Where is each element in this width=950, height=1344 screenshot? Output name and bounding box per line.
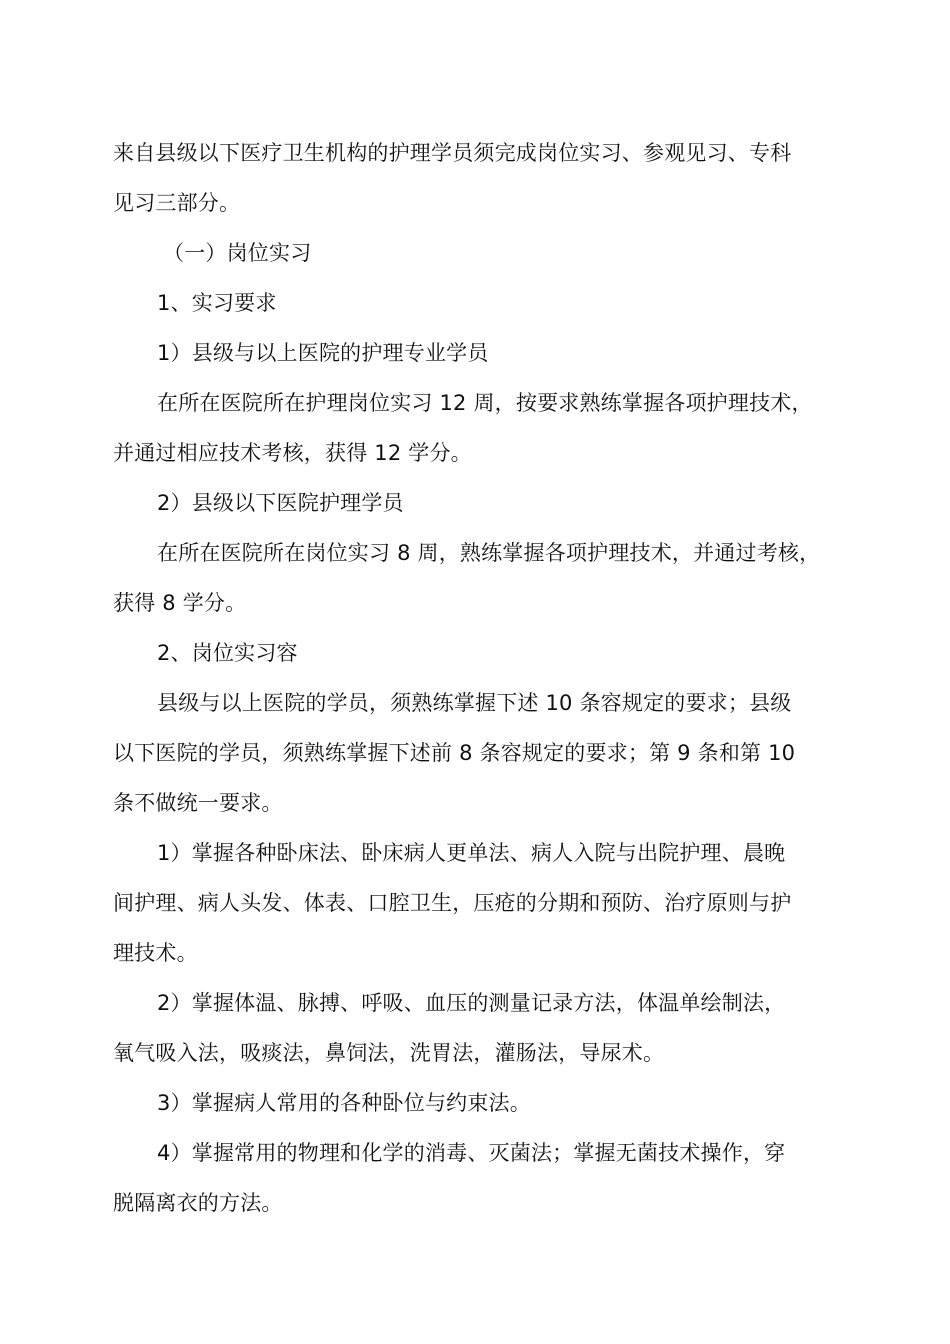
- subheading-internship-content: [113, 628, 843, 678]
- paragraph-intro: [113, 128, 843, 228]
- list-item-4: [113, 1128, 843, 1228]
- text-line: 2）掌握体温、脉搏、呼吸、血压的测量记录方法，体温单绘制法，: [157, 991, 786, 1015]
- text-line: 氧气吸入法，吸痰法，鼻饲法，洗胃法，灌肠法，导尿术。: [113, 1041, 665, 1065]
- text-line: 在所在医院所在护理岗位实习 12 周，按要求熟练掌握各项护理技术，: [157, 391, 813, 415]
- text-line: 4）掌握常用的物理和化学的消毒、灭菌法；掌握无菌技术操作，穿: [157, 1141, 786, 1165]
- text-line: 在所在医院所在岗位实习 8 周，熟练掌握各项护理技术，并通过考核，: [157, 541, 821, 565]
- text-line: 见习三部分。: [113, 191, 241, 215]
- text-line: 条不做统一要求。: [113, 791, 283, 815]
- paragraph-content-requirements: [113, 678, 843, 828]
- document-body: [113, 128, 843, 1228]
- text-line: 并通过相应技术考核，获得 12 学分。: [113, 441, 472, 465]
- text-line: 来自县级以下医疗卫生机构的护理学员须完成岗位实习、参观见习、专科: [113, 141, 792, 165]
- text-line: 1、实习要求: [157, 291, 277, 315]
- paragraph-below-county-detail: [113, 528, 843, 628]
- item-heading-county-and-above: [113, 328, 843, 378]
- text-line: 1）县级与以上医院的护理专业学员: [157, 341, 489, 365]
- text-line: 获得 8 学分。: [113, 591, 247, 615]
- text-line: （一）岗位实习: [163, 241, 312, 265]
- text-line: 理技术。: [113, 941, 198, 965]
- list-item-2: [113, 978, 843, 1078]
- section-heading-job-internship: [113, 228, 843, 278]
- text-line: 脱隔离衣的方法。: [113, 1191, 283, 1215]
- text-line: 县级与以上医院的学员，须熟练掌握下述 10 条容规定的要求；县级: [157, 691, 792, 715]
- item-heading-below-county: [113, 478, 843, 528]
- text-line: 2、岗位实习容: [157, 641, 298, 665]
- list-item-1: [113, 828, 843, 978]
- text-line: 2）县级以下医院护理学员: [157, 491, 404, 515]
- text-line: 1）掌握各种卧床法、卧床病人更单法、病人入院与出院护理、晨晚: [157, 841, 786, 865]
- paragraph-county-and-above-detail: [113, 378, 843, 478]
- text-line: 3）掌握病人常用的各种卧位与约束法。: [157, 1091, 531, 1115]
- text-line: 以下医院的学员，须熟练掌握下述前 8 条容规定的要求；第 9 条和第 10: [113, 741, 796, 765]
- text-line: 间护理、病人头发、体表、口腔卫生，压疮的分期和预防、治疗原则与护: [113, 891, 792, 915]
- subheading-internship-requirements: [113, 278, 843, 328]
- list-item-3: [113, 1078, 843, 1128]
